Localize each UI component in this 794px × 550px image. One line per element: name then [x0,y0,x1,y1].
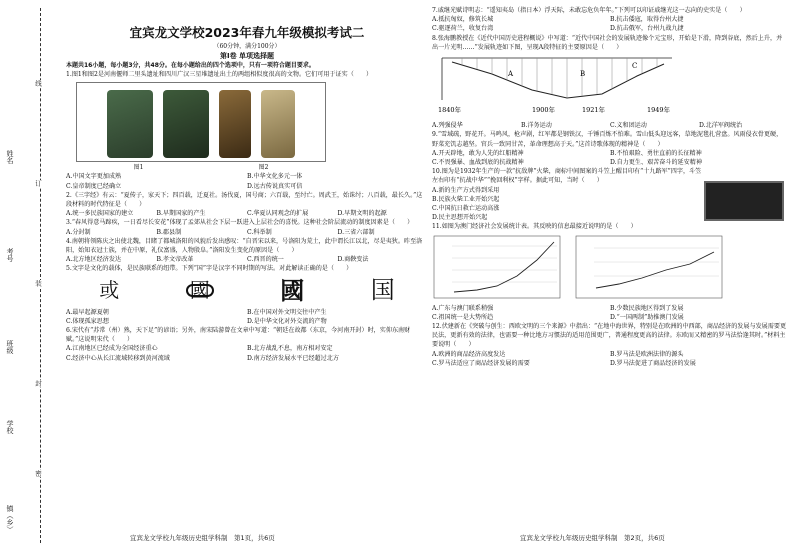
year-label: 1921年 [582,106,606,115]
option[interactable]: B.少数民族地区得到了发展 [610,304,684,312]
macau-statistics-charts [432,234,788,304]
page-footer: 宜宾龙文学校九年级历史组学科制 第1页，共6页 [130,534,275,542]
segment-label: A [508,70,514,79]
question-8: 8.张海鹏教授在《近代中国历史进程概说》中写道：“近代中国社会的发展轨迹像个元宝形，开始是下滑，降到谷底，然后上升，并出一片光明……”发展轨迹如下图，呈现A段特征的主要原因是（ ） [432,34,783,51]
option[interactable]: B.民族火柴工业开始兴起 [432,195,500,203]
option[interactable]: C.科举制 [247,228,272,236]
guo-char: 國 [186,284,214,297]
option[interactable]: B.北方战乱不息，南方相对安定 [247,345,333,353]
option[interactable]: C.西晋的统一 [247,256,284,264]
seal-char: 订 [34,180,42,187]
question-11: 11.如图为澳门经济社会发展统计表。其反映的信息最接近说明的是（ ） [432,223,637,231]
exam-subtitle: （60分钟，满分100分） [213,43,281,50]
year-label: 1900年 [532,106,556,115]
class-field[interactable]: 班级 [6,340,14,354]
exam-number-field[interactable]: 考号 [6,248,14,262]
question-2: 2.《三字经》有云：“夏传子，家天下；四百载，迁夏社。汤伐夏，国号商；六百载，至纣亡。周武王，始诛纣；八百载，最长久。”这段材料的时代特征是（ ） [66,191,423,209]
option[interactable]: D.罗马法促进了商品经济的发展 [610,359,696,367]
guo-character-forms [66,274,428,308]
guo-char: 國 [280,276,305,306]
artifact-figure [76,82,326,162]
segment-label: C [632,62,638,71]
option[interactable]: D.民主思想开始兴起 [432,214,488,222]
question-3: 3.“春风得意马蹄疾，一日看尽长安花”体现了孟郊从社会下层一跃进入上层社会的喜悦。这种社会阶层流动的制度因素是（ ） [66,219,414,227]
macau-chart-right [574,234,724,304]
option[interactable]: D.南方经济发展水平已经超过北方 [247,354,339,362]
bronze-plaque-image [107,90,153,158]
option[interactable]: B.洋务运动 [521,122,552,130]
binding-margin [0,0,62,550]
option[interactable]: D.是中华文化对外交流的产物 [247,317,327,325]
option[interactable]: C.体现孤家思想 [66,317,109,325]
option[interactable]: C.祖国统一是大势所趋 [432,313,494,321]
option[interactable]: B.在中国对外文明交往中产生 [247,308,327,316]
option[interactable]: D.商鞅变法 [337,256,369,264]
matchbox-label-image [704,181,784,221]
seal-char: 密 [34,470,42,477]
school-field[interactable]: 学校 [6,420,14,434]
history-trend-diagram [432,54,682,116]
question-1: 1.图1和图2是河南偃师二里头遗址和四川广汉三星堆遗址出土的两组相似度很高的文物。它们可用于证实（ ） [66,71,373,78]
option[interactable]: D.远古传说真实可信 [247,182,303,190]
option[interactable]: B.抗击倭寇，取得台州大捷 [610,16,684,24]
macau-chart-left [432,234,562,304]
option[interactable]: C.经济中心从长江流域转移到黄河流域 [66,354,170,362]
option[interactable]: A.最早起源夏朝 [66,308,109,316]
bronze-plaque-image [163,90,209,158]
exam-title: 宜宾龙文学校2023年春九年级模拟考试二 [129,25,365,40]
year-label: 1949年 [647,106,671,115]
year-label: 1840年 [438,106,462,115]
option[interactable]: A.江南地区已经成为全国经济重心 [66,345,158,353]
option[interactable]: B.不怕艰险、勇往直前的长征精神 [610,149,702,157]
page-2 [432,6,788,541]
chart-line [454,242,554,292]
option[interactable]: A.分封制 [66,228,91,236]
section-instruction: 本题共16小题，每小题3分，共48分。在每小题给出的四个选项中，只有一项符合题目要求。 [66,62,315,69]
option[interactable]: D.三省六部制 [337,228,375,236]
township-field[interactable]: 镇（乡） [6,505,14,533]
option[interactable]: C.驱逐荷兰，收复台湾 [432,25,494,33]
guo-char: 或 [99,278,120,303]
option[interactable]: A.抵抗匈奴，修筑长城 [432,16,494,24]
seal-line [40,8,41,543]
option[interactable]: A.新的生产方式得到采用 [432,186,500,194]
option[interactable]: A.开天辟地，敢为人先的红船精神 [432,149,524,157]
option[interactable]: C.罗马法适应了商品经济发展的需要 [432,359,530,367]
name-field[interactable]: 姓名 [6,150,14,164]
page-footer: 宜宾龙文学校九年级历史组学科制 第2页，共6页 [520,534,665,542]
option[interactable]: A.广东与澳门联系稍强 [432,304,494,312]
option[interactable]: B.中华文化多元一体 [247,173,303,181]
figure-caption: 图2 [258,164,269,172]
question-4: 4.南朝将领陈庆之出使北魏，目睹了都城洛阳的风貌后发出感叹：“自晋宋以来，号洛阳为荒土，此中谓长江以北，尽是夷狄。昨至洛阳，始知衣冠士族，并在中原，礼仪富盛，人物殷阜。”洛阳发生变化的原因是（ ） [66,237,423,255]
figure-caption: 图1 [133,164,144,172]
question-12: 12.伏建新在《突破与创生：西欧文明的三个来源》中指出：“在地中海世界，特别是在欧洲的中西部，商品经济的发展与发展需要更民法，更新有效的法律，也需要一种比地方习惯法的适用范围更广，普通程度更高的法律。东欧而又精密的罗马法恰逢其时。”材料主要说明（ ） [432,323,787,349]
option[interactable]: A.列强侵华 [432,122,463,130]
guo-char: 国 [370,276,395,305]
option[interactable]: D.自力更生、艰苦奋斗的延安精神 [610,159,702,167]
seal-char: 装 [34,280,42,287]
option[interactable]: D.北洋军阀统治 [699,122,743,130]
option[interactable]: A.欧洲的商品经济高度发达 [432,350,506,358]
option[interactable]: C.中国抗日救亡运动高涨 [432,205,500,213]
question-5: 5.文字是文化的载体，是民族联系的纽带。下列“国”字是汉字不同时期的写法。对此解读正确的是（ ） [66,265,353,273]
option[interactable]: A.中国文字更加成熟 [66,173,122,181]
option[interactable]: C.不畏强暴、血战到底的抗战精神 [432,159,524,167]
option[interactable]: B.罗马法是欧洲法律的源头 [610,350,684,358]
page-1 [66,6,428,541]
option[interactable]: A.北方地区经济发达 [66,256,122,264]
seal-char: 线 [34,80,42,87]
option[interactable]: B.郡县制 [156,228,182,236]
hatch-lines [462,58,657,98]
option[interactable]: D.“一国两制”助推澳门发展 [610,313,684,321]
option[interactable]: B.孝文帝改革 [156,256,194,264]
jade-artifact-image [219,90,251,158]
option[interactable]: C.义和团运动 [610,122,647,130]
option[interactable]: B.早期国家的产生 [156,210,206,218]
option[interactable]: C.皇帝制度已经确立 [66,182,122,190]
question-6: 6.宋代有“苏常（州）熟，天下足”的谚语；另外，南宋陆游曾在文章中写道：“朝廷在故都（东京，今河南开封）时，实仰东南财赋。”这说明宋代（ ） [66,327,411,344]
option[interactable]: C.华夏认同观念的扩展 [247,210,309,218]
question-7: 7.戚继光赋诗明志：“遥知夷岛（指日本）浮天际，未敢忘危负年年。”下列可以印证戚继光这一志向的史实是（ ） [432,7,746,14]
question-10: 10.图为是1932年生产的一款“抗敌牌”火柴，商标中间图案的斗笠上醒目印有“十九路军”四字，斗笠左右印有“抗战中华”“挽回利权”字样。据此可知，当时（ ） [432,168,702,185]
option[interactable]: D.早期文明的起源 [337,210,387,218]
jade-artifact-image [261,90,295,158]
segment-label: B [580,70,586,79]
section-heading: 第Ⅰ卷 单项选择题 [219,52,275,60]
seal-char: 封 [34,380,42,387]
chart-line [596,252,714,288]
option[interactable]: D.抗击俄军，台州九战九捷 [610,25,684,33]
option[interactable]: A.统一多民族国家的建立 [66,210,134,218]
question-9: 9.“雪域疏，野花开。马鸣风，枪声剧，红军都是钢铁汉，千锤百炼不怕难。雪山低头迎远客，草地泥毯扎营盘。风雨侵衣骨更硬，野菜充饥志越坚。官兵一致同甘苦，革命理想高于天。”这首诗歌体现的精神是（ ） [432,131,783,148]
